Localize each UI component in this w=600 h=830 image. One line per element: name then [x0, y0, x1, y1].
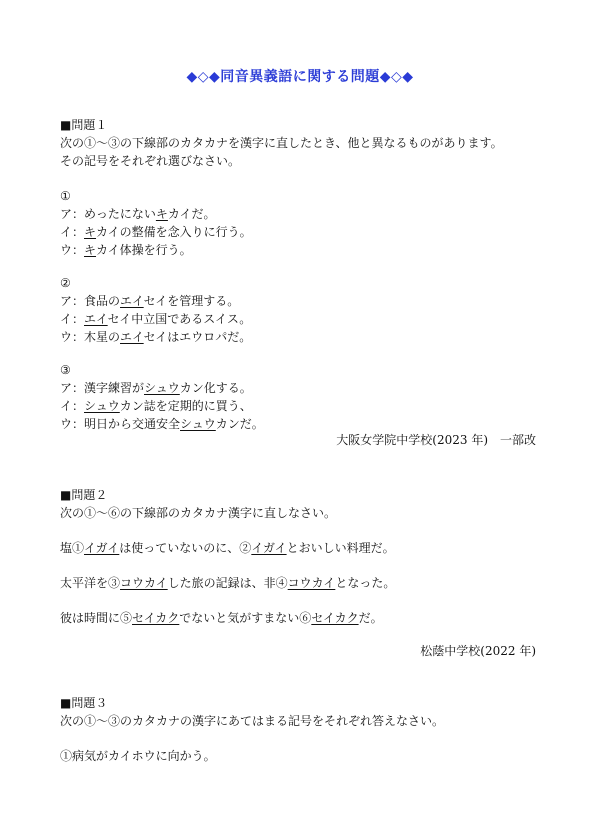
q1-group3-option-c	[60, 418, 264, 430]
q2-sentence-2	[60, 577, 395, 589]
q1-group1-option-b	[60, 226, 252, 238]
option-text: カン化する。	[179, 381, 252, 395]
q2-instruction: 次の①～⑥の下線部のカタカナ漢字に直しなさい。	[60, 506, 337, 520]
sentence-text: とおいしい料理だ。	[286, 541, 395, 555]
option-text: ア：漢字練習が	[60, 381, 145, 395]
q1-group3-number: ③	[60, 363, 71, 377]
underlined-katakana: セイカク	[132, 611, 180, 625]
underlined-katakana: イガイ	[84, 541, 120, 555]
option-text: ウ：明日から交通安全	[60, 417, 181, 431]
q1-heading: ■問題１	[60, 118, 108, 132]
q1-source: 大阪女学院中学校(2023 年) 一部改	[336, 433, 536, 447]
q2-sentence-1	[60, 542, 395, 554]
sentence-text: した旅の記録は、非④	[167, 576, 288, 590]
q3-instruction: 次の①～③のカタカナの漢字にあてはまる記号をそれぞれ答えなさい。	[60, 714, 445, 728]
option-text: カイだ。	[167, 207, 216, 221]
option-text: セイを管理する。	[143, 294, 240, 308]
sentence-text: 彼は時間に⑤	[60, 611, 133, 625]
option-text: ア：食品の	[60, 294, 121, 308]
option-text: セイ中立国であるスイス。	[107, 312, 252, 326]
option-text: カン誌を定期的に買う、	[119, 399, 252, 413]
q3-sentence-1: ①病気がカイホウに向かう。	[60, 749, 216, 763]
option-text: イ：	[60, 399, 85, 413]
sentence-text: でないと気がすまない⑥	[179, 611, 312, 625]
q2-source: 松蔭中学校(2022 年)	[420, 644, 536, 658]
underlined-katakana: コウカイ	[287, 576, 336, 590]
underlined-katakana: イガイ	[251, 541, 287, 555]
underlined-katakana: コウカイ	[120, 576, 168, 590]
q1-group1-option-a	[60, 208, 216, 220]
q1-group2-option-a	[60, 295, 239, 307]
option-text: ア：めったにない	[60, 207, 156, 221]
option-text: ウ：木星の	[60, 330, 121, 344]
underlined-katakana: セイカク	[311, 611, 359, 625]
q1-instruction-2: その記号をそれぞれ選びなさい。	[60, 154, 241, 168]
underlined-katakana: キ	[84, 225, 97, 239]
underlined-katakana: キ	[155, 207, 168, 221]
option-text: セイはエウロパだ。	[143, 330, 252, 344]
sentence-text: 太平洋を③	[60, 576, 121, 590]
q2-heading: ■問題２	[60, 488, 108, 502]
q3-heading: ■問題３	[60, 696, 108, 710]
underlined-katakana: キ	[84, 243, 97, 257]
underlined-katakana: エイ	[84, 312, 108, 326]
option-text: カイの整備を念入りに行う。	[96, 225, 252, 239]
q2-sentence-3	[60, 612, 383, 624]
option-text: カンだ。	[215, 417, 264, 431]
sentence-text: となった。	[335, 576, 396, 590]
option-text: カイ体操を行う。	[96, 243, 192, 257]
q1-group2-option-b	[60, 313, 251, 325]
option-text: ウ：	[60, 243, 85, 257]
q1-group2-option-c	[60, 331, 251, 343]
page-title: ◆◇◆同音異義語に関する問題◆◇◆	[186, 69, 414, 85]
underlined-katakana: シュウ	[84, 399, 120, 413]
q1-group1-number: ①	[60, 189, 71, 203]
q1-instruction-1: 次の①～③の下線部のカタカナを漢字に直したとき、他と異なるものがあります。	[60, 136, 503, 150]
underlined-katakana: シュウ	[180, 417, 216, 431]
q1-group3-option-a	[60, 382, 252, 394]
sentence-text: は使っていないのに、②	[119, 541, 252, 555]
q1-group3-option-b	[60, 400, 252, 412]
q1-group1-option-c	[60, 244, 192, 256]
sentence-text: だ。	[358, 611, 383, 625]
q1-group2-number: ②	[60, 276, 71, 290]
underlined-katakana: エイ	[120, 330, 144, 344]
underlined-katakana: シュウ	[144, 381, 180, 395]
option-text: イ：	[60, 225, 85, 239]
underlined-katakana: エイ	[120, 294, 144, 308]
sentence-text: 塩①	[60, 541, 85, 555]
option-text: イ：	[60, 312, 85, 326]
